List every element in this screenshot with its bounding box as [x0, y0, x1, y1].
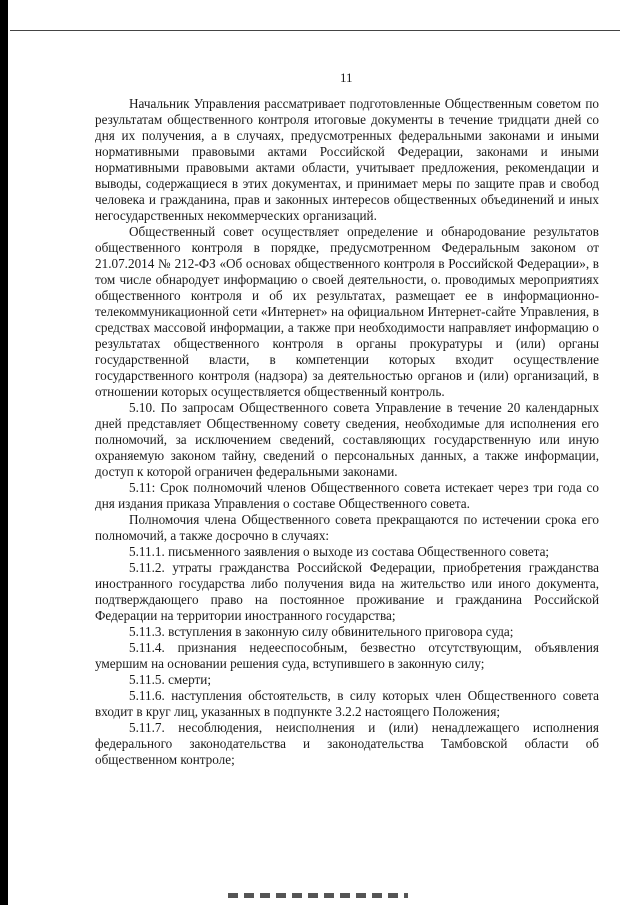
- paragraph-5-11-4: 5.11.4. признания недееспособным, безвестно отсутствующим, объявления умершим на основании решения суда, вступившего в законную силу;: [95, 640, 599, 671]
- document-body: [95, 96, 599, 768]
- page-number: 11: [340, 70, 353, 85]
- paragraph-5-11-2: 5.11.2. утраты гражданства Российской Федерации, приобретения гражданства иностранного государства либо получения вида на жительство или иного документа, подтверждающего право на постоянное проживание и гражданина Российской Федерации на территории иностранного государства;: [95, 560, 599, 623]
- paragraph-5-11-1: 5.11.1. письменного заявления о выходе из состава Общественного совета;: [129, 544, 550, 559]
- scan-top-line: [10, 30, 620, 31]
- paragraph-5-11-5: 5.11.5. смерти;: [129, 672, 212, 687]
- scan-edge-shadow: [0, 0, 8, 905]
- paragraph-5-11-6: 5.11.6. наступления обстоятельств, в силу которых член Общественного совета входит в круг лиц, указанных в подпункте 3.2.2 настоящего Положения;: [95, 688, 599, 719]
- paragraph-5-11-7: 5.11.7. несоблюдения, неисполнения и (или) ненадлежащего исполнения федерального законодательства и законодательства Тамбовской области об общественном контроле;: [95, 720, 599, 767]
- paragraph-review: Начальник Управления рассматривает подготовленные Общественным советом по результатам общественного контроля итоговые документы в течение тридцати дней со дня их получения, а в случаях, предусмотренных федеральными законами и иными нормативными правовыми актами Российской Федерации, законами и иными нормативными правовыми актами области, учитывает предложения, рекомендации и выводы, содержащиеся в этих документах, и принимает меры по защите прав и свобод человека и гражданина, прав и законных интересов общественных объединений и иных негосударственных некоммерческих организаций.: [95, 96, 599, 223]
- paragraph-termination: Полномочия члена Общественного совета прекращаются по истечении срока его полномочий, а также досрочно в случаях:: [95, 512, 599, 543]
- paragraph-5-11: 5.11: Срок полномочий членов Общественного совета истекает через три года со дня издания приказа Управления о составе Общественного совета.: [95, 480, 599, 511]
- scan-bottom-artifact: [228, 893, 408, 898]
- paragraph-5-10: 5.10. По запросам Общественного совета Управление в течение 20 календарных дней представляет Общественному совету сведения, необходимые для исполнения его полномочий, за исключением сведений, составляющих государственную или иную охраняемую законом тайну, сведений о персональных данных, а также информации, доступ к которой ограничен федеральными законами.: [95, 400, 599, 479]
- paragraph-5-11-3: 5.11.3. вступления в законную силу обвинительного приговора суда;: [129, 624, 514, 639]
- paragraph-publication: Общественный совет осуществляет определение и обнародование результатов общественного контроля в порядке, предусмотренном Федеральным законом от 21.07.2014 № 212-ФЗ «Об основах общественного контроля в Российской Федерации», в том числе обнародует информацию о своей деятельности, о. проводимых мероприятиях общественного контроля и об их результатах, размещает ее в информационно-телекоммуникационной сети «Интернет» на официальном Интернет-сайте Управления, в средствах массовой информации, а также при необходимости направляет информацию о результатах общественного контроля в органы прокуратуры и (или) органы государственной власти, в компетенции которых входит осуществление государственного контроля (надзора) за деятельностью органов и (или) организаций, в отношении которых осуществляется общественный контроль.: [95, 224, 599, 399]
